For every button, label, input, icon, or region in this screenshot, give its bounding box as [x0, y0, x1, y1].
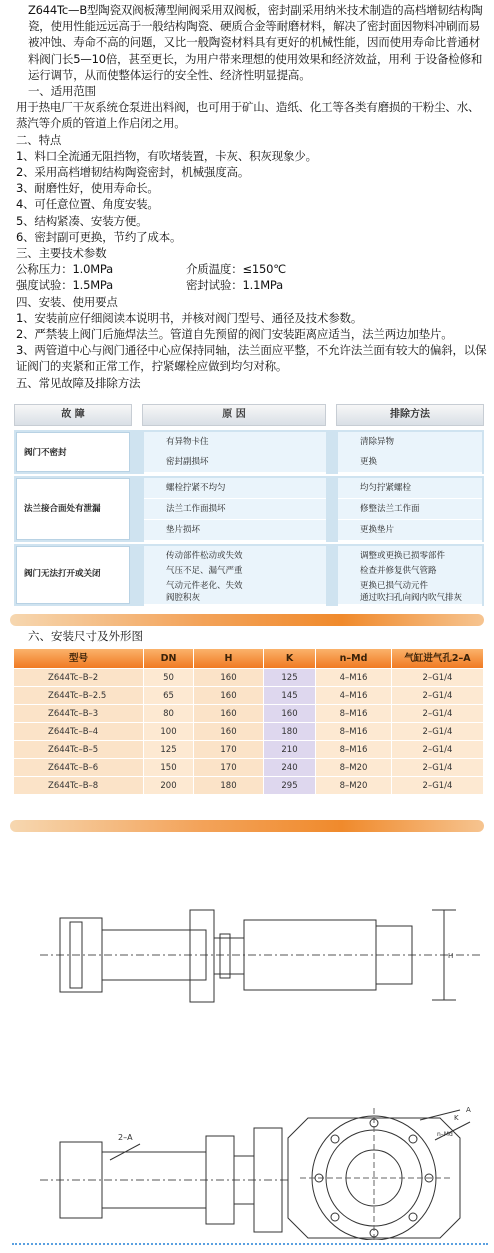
dimension-row [14, 723, 484, 741]
dim-header: DN [144, 649, 194, 669]
fault-table [14, 404, 484, 606]
dimension-cell: 8–M20 [316, 777, 392, 795]
dimension-cell: 145 [264, 687, 316, 705]
dimension-cell: 2–G1/4 [392, 777, 484, 795]
dimension-row [14, 669, 484, 687]
orange-divider-bar [10, 820, 484, 832]
install-item: 2、严禁装上阀门后施焊法兰。管道自先预留的阀门安装距离应适当，法兰两边加垫片。 [16, 327, 453, 342]
dimension-cell: 4–M16 [316, 669, 392, 687]
remedy-cell: 更换垫片 [338, 520, 482, 542]
dimension-cell: 160 [194, 705, 264, 723]
remedy-cell: 清除异物 [338, 432, 482, 454]
dimension-row [14, 777, 484, 795]
fault-header-fault: 故 障 [14, 404, 132, 426]
dim-header: 气缸进气孔2–A [392, 649, 484, 669]
feature-item: 5、结构紧凑、安装方便。 [16, 213, 148, 228]
intro-paragraph: Z644Tc—B型陶瓷双阀板薄型闸阀采用双阀板，密封副采用纳米技术制造的高档增韧结构陶瓷，使用性能远远高于一般结构陶瓷、硬质合金等耐磨材料，解决了密封面因物料冲刷而易被冲蚀、寿命不高的问题，又比一般陶瓷材料具有更好的机械性能，因而使用寿命比普通材料阀门长5—10倍，甚至更长，为用户带来理想的使用效果和经济效益，用利 于设备检修和运行调节，从而使整体运行的安全性、经济性明显提高。 [28, 3, 483, 82]
outline-drawing [40, 840, 480, 1240]
cause-cell: 法兰工作面损坏 [144, 499, 326, 521]
port-label: 2–A [118, 1133, 133, 1142]
fault-header-remedy: 排除方法 [336, 404, 484, 426]
dimension-cell: Z644Tc–B–3 [14, 705, 144, 723]
dimension-cell: 240 [264, 759, 316, 777]
dotted-divider [12, 1243, 488, 1245]
dimension-table [14, 649, 484, 795]
fault-label: 阀门无法打开或关闭 [24, 569, 101, 579]
dimension-cell: 2–G1/4 [392, 687, 484, 705]
dimension-cell: Z644Tc–B–8 [14, 777, 144, 795]
dimension-cell: 2–G1/4 [392, 723, 484, 741]
cause-cell: 垫片损坏 [144, 520, 326, 542]
feature-item: 1、料口全流通无阻挡物，有吹堵装置，卡灰、积灰现象少。 [16, 148, 317, 163]
remedy-cell: 调整或更换已损零部件 [338, 546, 482, 568]
cause-cell: 传动部件松动或失效 [144, 546, 326, 568]
fault-label: 阀门不密封 [24, 448, 67, 458]
cause-cell: 气压不足、漏气严重 [144, 561, 326, 583]
dimension-row [14, 741, 484, 759]
remedy-cell: 通过吹扫孔向阀内吹气排灰 [338, 591, 482, 606]
dimension-cell: 125 [144, 741, 194, 759]
bolt-label: n–Md [437, 1131, 453, 1138]
param-temperature: 介质温度：≤150℃ [186, 262, 287, 277]
feature-item: 2、采用高档增韧结构陶瓷密封，机械强度高。 [16, 165, 250, 180]
dimension-cell: 100 [144, 723, 194, 741]
dimension-cell: 50 [144, 669, 194, 687]
fault-label: 法兰接合面处有泄漏 [24, 504, 101, 514]
remedy-cell: 更换 [338, 452, 482, 474]
description-text [2, 2, 490, 391]
side-view-bottom [40, 1128, 290, 1232]
fault-header-cause: 原 因 [142, 404, 326, 426]
remedy-cell: 修整法兰工作面 [338, 499, 482, 521]
dimension-cell: 8–M20 [316, 759, 392, 777]
dimension-cell: 295 [264, 777, 316, 795]
param-row [2, 261, 490, 277]
install-item: 3、两管道中心与阀门通径中心应保持同轴，法兰面应平整，不允许法兰面有较大的偏斜，以保证阀门的夹紧和正常工作，拧紧螺栓应做到均匀对称。 [16, 343, 487, 374]
orange-divider-bar [10, 614, 484, 626]
dimension-cell: 2–G1/4 [392, 705, 484, 723]
dimension-cell: 8–M16 [316, 741, 392, 759]
dimension-cell: 210 [264, 741, 316, 759]
section-3-title: 三、主要技术参数 [16, 246, 107, 261]
dimension-cell: 150 [144, 759, 194, 777]
dimension-header-row [14, 649, 484, 669]
feature-item: 3、耐磨性好，使用寿命长。 [16, 181, 159, 196]
param-strength-test: 强度试验：1.5MPa [16, 278, 113, 293]
remedy-cell: 检查并修复供气管路 [338, 561, 482, 583]
dimension-cell: 170 [194, 741, 264, 759]
dimension-row [14, 687, 484, 705]
dimension-cell: 160 [194, 669, 264, 687]
cause-cell: 气动元件老化、失效 [144, 576, 326, 598]
section-1-title: 一、适用范围 [28, 84, 96, 99]
front-view [288, 1108, 470, 1240]
section-2-title: 二、特点 [16, 132, 62, 147]
section-4-title: 四、安装、使用要点 [16, 294, 118, 309]
dimension-cell: 160 [194, 687, 264, 705]
dimension-cell: Z644Tc–B–2.5 [14, 687, 144, 705]
cause-cell: 密封副损坏 [144, 452, 326, 474]
dim-label-k: K [454, 1114, 459, 1122]
dim-header: H [194, 649, 264, 669]
remedy-cell: 更换已损气动元件 [338, 576, 482, 598]
dim-header: K [264, 649, 316, 669]
dimension-cell: 170 [194, 759, 264, 777]
cause-cell: 阀腔积灰 [144, 591, 326, 606]
dimension-cell: 200 [144, 777, 194, 795]
feature-item: 6、密封副可更换，节约了成本。 [16, 229, 182, 244]
dimension-cell: 8–M16 [316, 723, 392, 741]
dimension-cell: 8–M16 [316, 705, 392, 723]
section-1-body: 用于热电厂干灰系统仓泵进出料阀，也可用于矿山、造纸、化工等各类有磨损的干粉尘、水、蒸汽等介质的管道上作启闭之用。 [16, 100, 480, 131]
dimension-cell: Z644Tc–B–4 [14, 723, 144, 741]
dimension-cell: 160 [264, 705, 316, 723]
dimension-cell: 125 [264, 669, 316, 687]
param-pressure: 公称压力：1.0MPa [16, 262, 113, 277]
dimension-cell: 65 [144, 687, 194, 705]
install-item: 1、安装前应仔细阅读本说明书，并核对阀门型号、通径及技术参数。 [16, 310, 363, 325]
dimension-cell: 2–G1/4 [392, 759, 484, 777]
dimension-body [14, 669, 484, 795]
dimension-cell: Z644Tc–B–6 [14, 759, 144, 777]
dim-header: 型号 [14, 649, 144, 669]
dimension-row [14, 759, 484, 777]
dimension-cell: 160 [194, 723, 264, 741]
dimension-row [14, 705, 484, 723]
cause-cell: 螺栓拧紧不均匀 [144, 478, 326, 500]
remedy-cell: 均匀拧紧螺栓 [338, 478, 482, 500]
side-view-top [40, 910, 480, 1002]
dim-label-h: H [448, 952, 454, 960]
dimension-cell: 80 [144, 705, 194, 723]
dimension-cell: 4–M16 [316, 687, 392, 705]
dim-label-a: A [466, 1106, 471, 1114]
feature-item: 4、可任意位置、角度安装。 [16, 197, 159, 212]
param-seal-test: 密封试验：1.1MPa [186, 278, 283, 293]
cause-cell: 有异物卡住 [144, 432, 326, 454]
dimension-cell: 2–G1/4 [392, 741, 484, 759]
section-6-title: 六、安装尺寸及外形图 [28, 629, 143, 643]
dimension-cell: 180 [264, 723, 316, 741]
dimension-cell: Z644Tc–B–5 [14, 741, 144, 759]
dimension-cell: 180 [194, 777, 264, 795]
dimension-cell: 2–G1/4 [392, 669, 484, 687]
section-5-title: 五、常见故障及排除方法 [16, 375, 141, 390]
dimension-cell: Z644Tc–B–2 [14, 669, 144, 687]
dim-header: n–Md [316, 649, 392, 669]
param-row [2, 277, 490, 293]
